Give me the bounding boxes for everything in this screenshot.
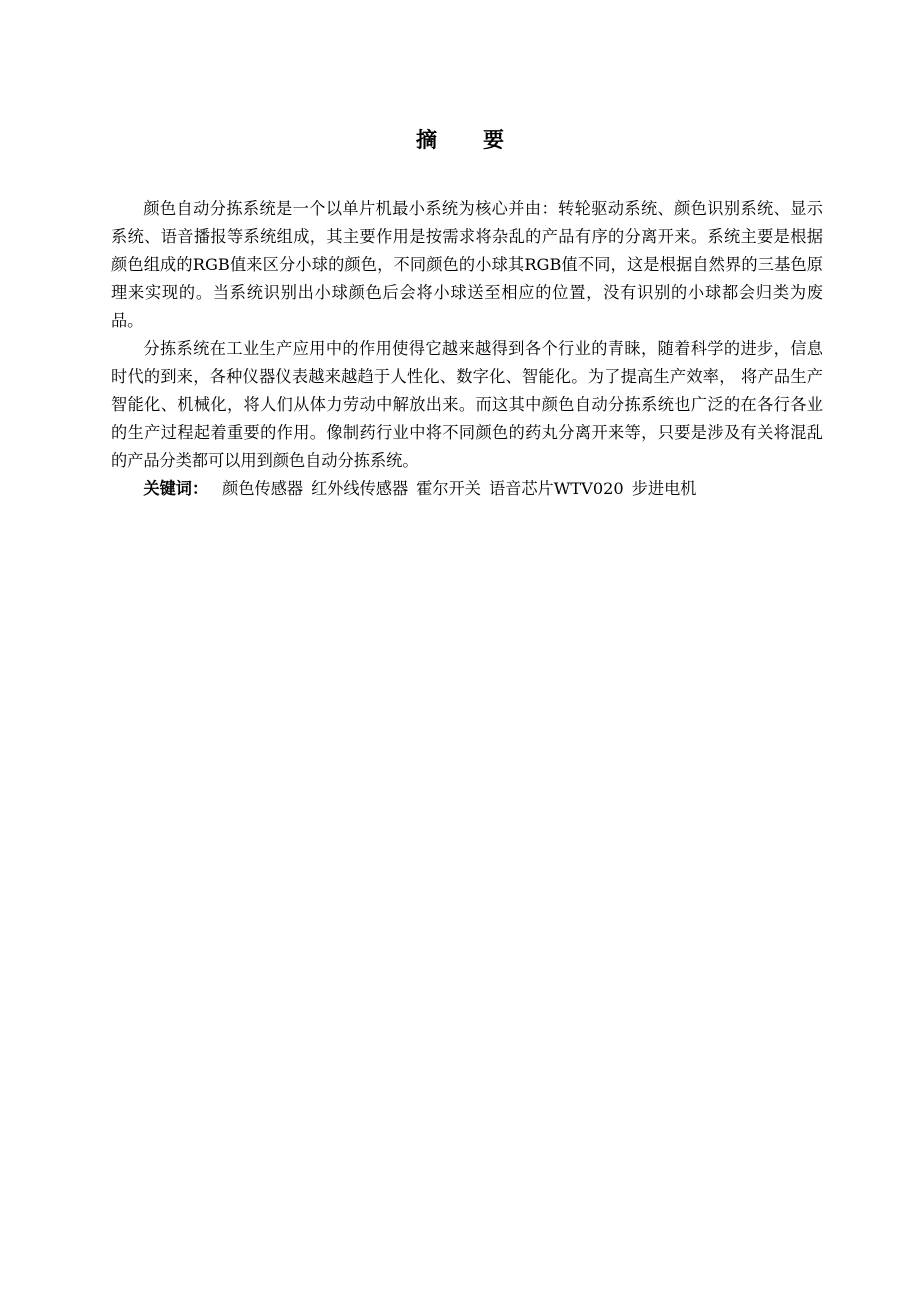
- abstract-paragraph-1: 颜色自动分拣系统是一个以单片机最小系统为核心并由：转轮驱动系统、颜色识别系统、显示系统、语音播报等系统组成，其主要作用是按需求将杂乱的产品有序的分离开来。系统主要是根据颜色组成的RGB值来区分小球的颜色，不同颜色的小球其RGB值不同，这是根据自然界的三基色原理来实现的。当系统识别出小球颜色后会将小球送至相应的位置，没有识别的小球都会归类为废品。: [111, 199, 823, 330]
- abstract-paragraph-2: 分拣系统在工业生产应用中的作用使得它越来越得到各个行业的青睐，随着科学的进步，信息时代的到来，各种仪器仪表越来越趋于人性化、数字化、智能化。为了提高生产效率， 将产品生产智能化、机械化，将人们从体力劳动中解放出来。而这其中颜色自动分拣系统也广泛的在各行各业的生产过程起着重要的作用。像制药行业中将不同颜色的药丸分离开来等，只要是涉及有关将混乱的产品分类都可以用到颜色自动分拣系统。: [111, 339, 823, 470]
- abstract-title-char-2: 要: [483, 128, 504, 152]
- keywords-line: [111, 475, 823, 503]
- abstract-title: [0, 124, 920, 156]
- abstract-body: [111, 195, 823, 503]
- abstract-title-char-1: 摘: [416, 128, 437, 152]
- keyword-item: 语音芯片WTV020: [488, 479, 624, 498]
- keyword-item: 霍尔开关: [416, 479, 481, 498]
- keyword-item: 步进电机: [631, 479, 697, 498]
- keyword-item: 颜色传感器: [222, 479, 304, 498]
- keyword-item: 红外线传感器: [311, 479, 409, 498]
- keywords-label: 关键词：: [143, 479, 209, 498]
